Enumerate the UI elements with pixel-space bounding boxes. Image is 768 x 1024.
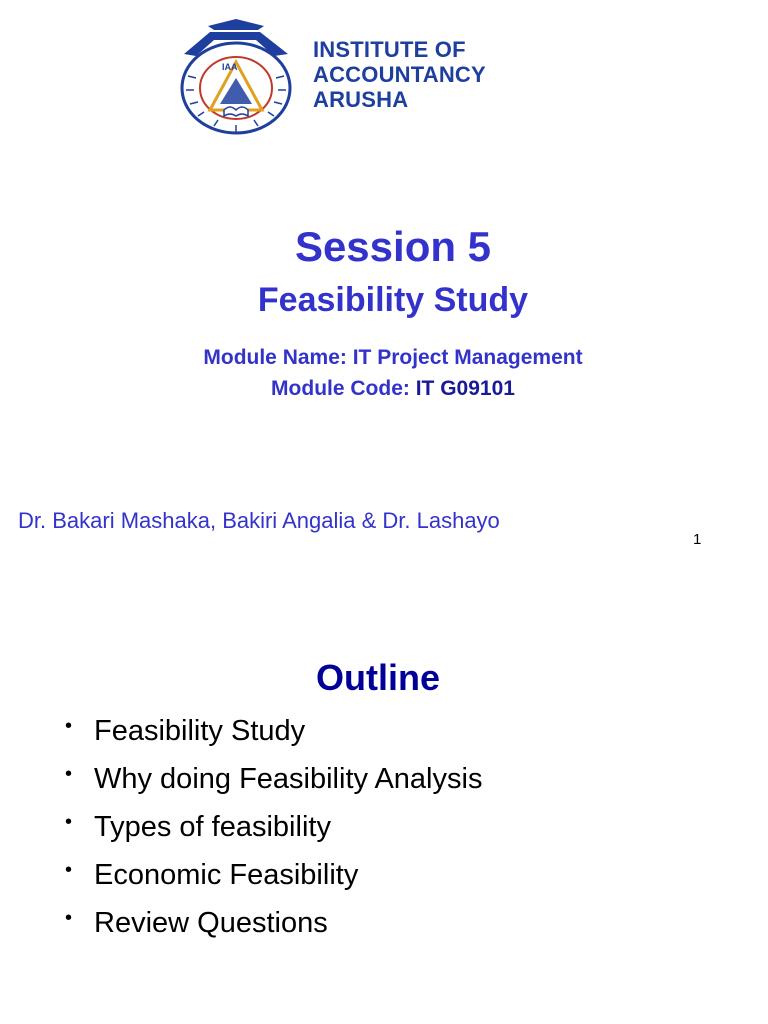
list-item-text: Economic Feasibility <box>94 859 359 891</box>
module-code-label: Module Code: <box>271 377 416 400</box>
institute-name-line-2: ACCOUNTANCY <box>313 62 486 87</box>
bullet-icon: • <box>65 907 73 929</box>
institute-name <box>313 37 486 112</box>
iaa-seal-logo <box>170 18 300 136</box>
bullet-icon: • <box>65 811 73 833</box>
list-item-text: Review Questions <box>94 907 328 939</box>
outline-title: Outline <box>316 657 440 698</box>
module-code-value: IT G09101 <box>415 377 515 400</box>
module-code <box>0 375 768 403</box>
bullet-icon: • <box>65 859 73 881</box>
outline-slide <box>0 590 768 1024</box>
svg-text:IAA: IAA <box>222 62 238 72</box>
list-item-text: Feasibility Study <box>94 715 306 747</box>
session-subtitle: Feasibility Study <box>257 281 529 319</box>
institute-name-line-1: INSTITUTE OF <box>313 37 466 62</box>
bullet-icon: • <box>65 763 73 785</box>
session-title: Session 5 <box>294 223 492 270</box>
authors: Dr. Bakari Mashaka, Bakiri Angalia & Dr. Lashayo <box>18 508 500 533</box>
list-item-text: Why doing Feasibility Analysis <box>94 763 483 795</box>
list-item-text: Types of feasibility <box>94 811 331 843</box>
page-number: 1 <box>693 531 702 548</box>
module-name: Module Name: IT Project Management <box>203 346 583 369</box>
institute-name-line-3: ARUSHA <box>313 87 409 112</box>
bullet-icon: • <box>65 715 73 737</box>
